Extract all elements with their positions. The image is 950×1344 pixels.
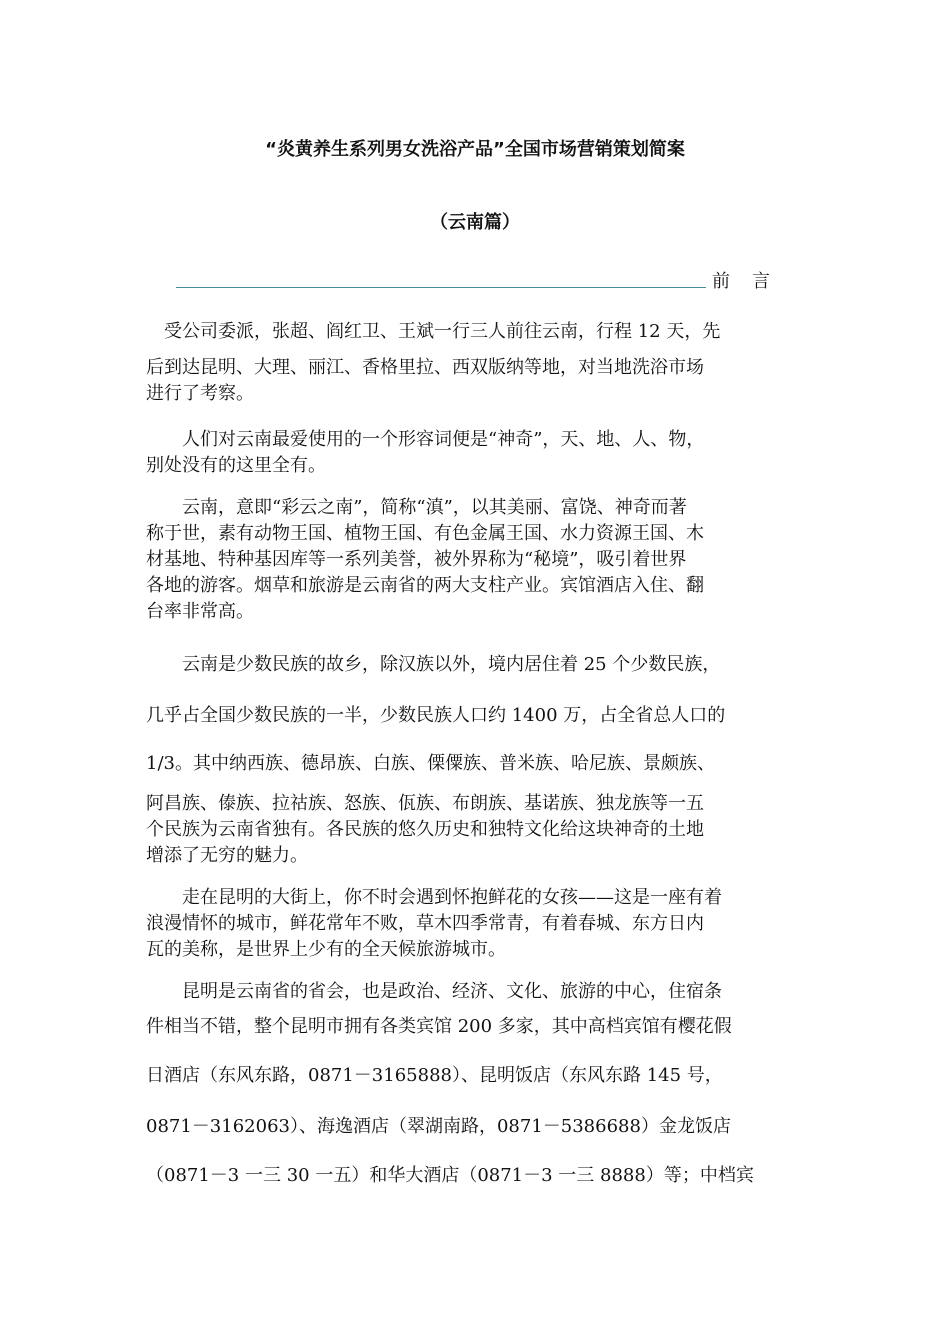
document-subtitle: （云南篇）: [430, 212, 520, 233]
text-line: 几乎占全国少数民族的一半，少数民族人口约 1400 万，占全省总人口的: [146, 705, 726, 726]
preface-heading: 前言: [712, 271, 792, 292]
text-line: 后到达昆明、大理、丽江、香格里拉、西双版纳等地，对当地洗浴市场: [146, 357, 704, 378]
text-line: 材基地、特种基因库等一系列美誉，被外界称为“秘境”，吸引着世界: [146, 549, 687, 570]
text-line: 受公司委派，张超、阎红卫、王斌一行三人前往云南，行程 12 天，先: [146, 321, 721, 342]
text-line: 件相当不错，整个昆明市拥有各类宾馆 200 多家，其中高档宾馆有樱花假: [146, 1016, 732, 1037]
text-line: 1/3。其中纳西族、德昂族、白族、傈僳族、普米族、哈尼族、景颇族、: [146, 753, 715, 774]
text-line: 各地的游客。烟草和旅游是云南省的两大支柱产业。宾馆酒店入住、翻: [146, 575, 704, 596]
text-line: （0871－3 一三 30 一五）和华大酒店（0871－3 一三 8888）等；中档宾: [146, 1165, 754, 1186]
text-line: 个民族为云南省独有。各民族的悠久历史和独特文化给这块神奇的土地: [146, 819, 704, 840]
text-line: 别处没有的这里全有。: [146, 455, 326, 476]
text-line: 人们对云南最爱使用的一个形容词便是“神奇”，天、地、人、物，: [146, 429, 705, 450]
text-line: 0871－3162063）、海逸酒店（翠湖南路，0871－5386688）金龙饭店: [146, 1116, 731, 1137]
text-line: 云南是少数民族的故乡，除汉族以外，境内居住着 25 个少数民族，: [146, 654, 721, 675]
text-line: 云南，意即“彩云之南”，简称“滇”，以其美丽、富饶、神奇而著: [146, 497, 687, 518]
text-line: 走在昆明的大街上，你不时会遇到怀抱鲜花的女孩——这是一座有着: [146, 887, 722, 908]
preface-divider-line: [176, 287, 706, 288]
text-line: 浪漫情怀的城市，鲜花常年不败，草木四季常青，有着春城、东方日内: [146, 913, 704, 934]
text-line: 增添了无穷的魅力。: [146, 845, 308, 866]
text-line: 瓦的美称，是世界上少有的全天候旅游城市。: [146, 939, 506, 960]
text-line: 称于世，素有动物王国、植物王国、有色金属王国、水力资源王国、木: [146, 523, 704, 544]
text-line: 进行了考察。: [146, 383, 254, 404]
text-line: 台率非常高。: [146, 601, 254, 622]
text-line: 阿昌族、傣族、拉祜族、怒族、佤族、布朗族、基诺族、独龙族等一五: [146, 793, 704, 814]
text-line: 昆明是云南省的省会，也是政治、经济、文化、旅游的中心，住宿条: [146, 981, 722, 1002]
text-line: 日酒店（东风东路，0871－3165888）、昆明饭店（东风东路 145 号，: [146, 1065, 723, 1086]
document-title: “炎黄养生系列男女洗浴产品”全国市场营销策划简案: [265, 139, 685, 160]
